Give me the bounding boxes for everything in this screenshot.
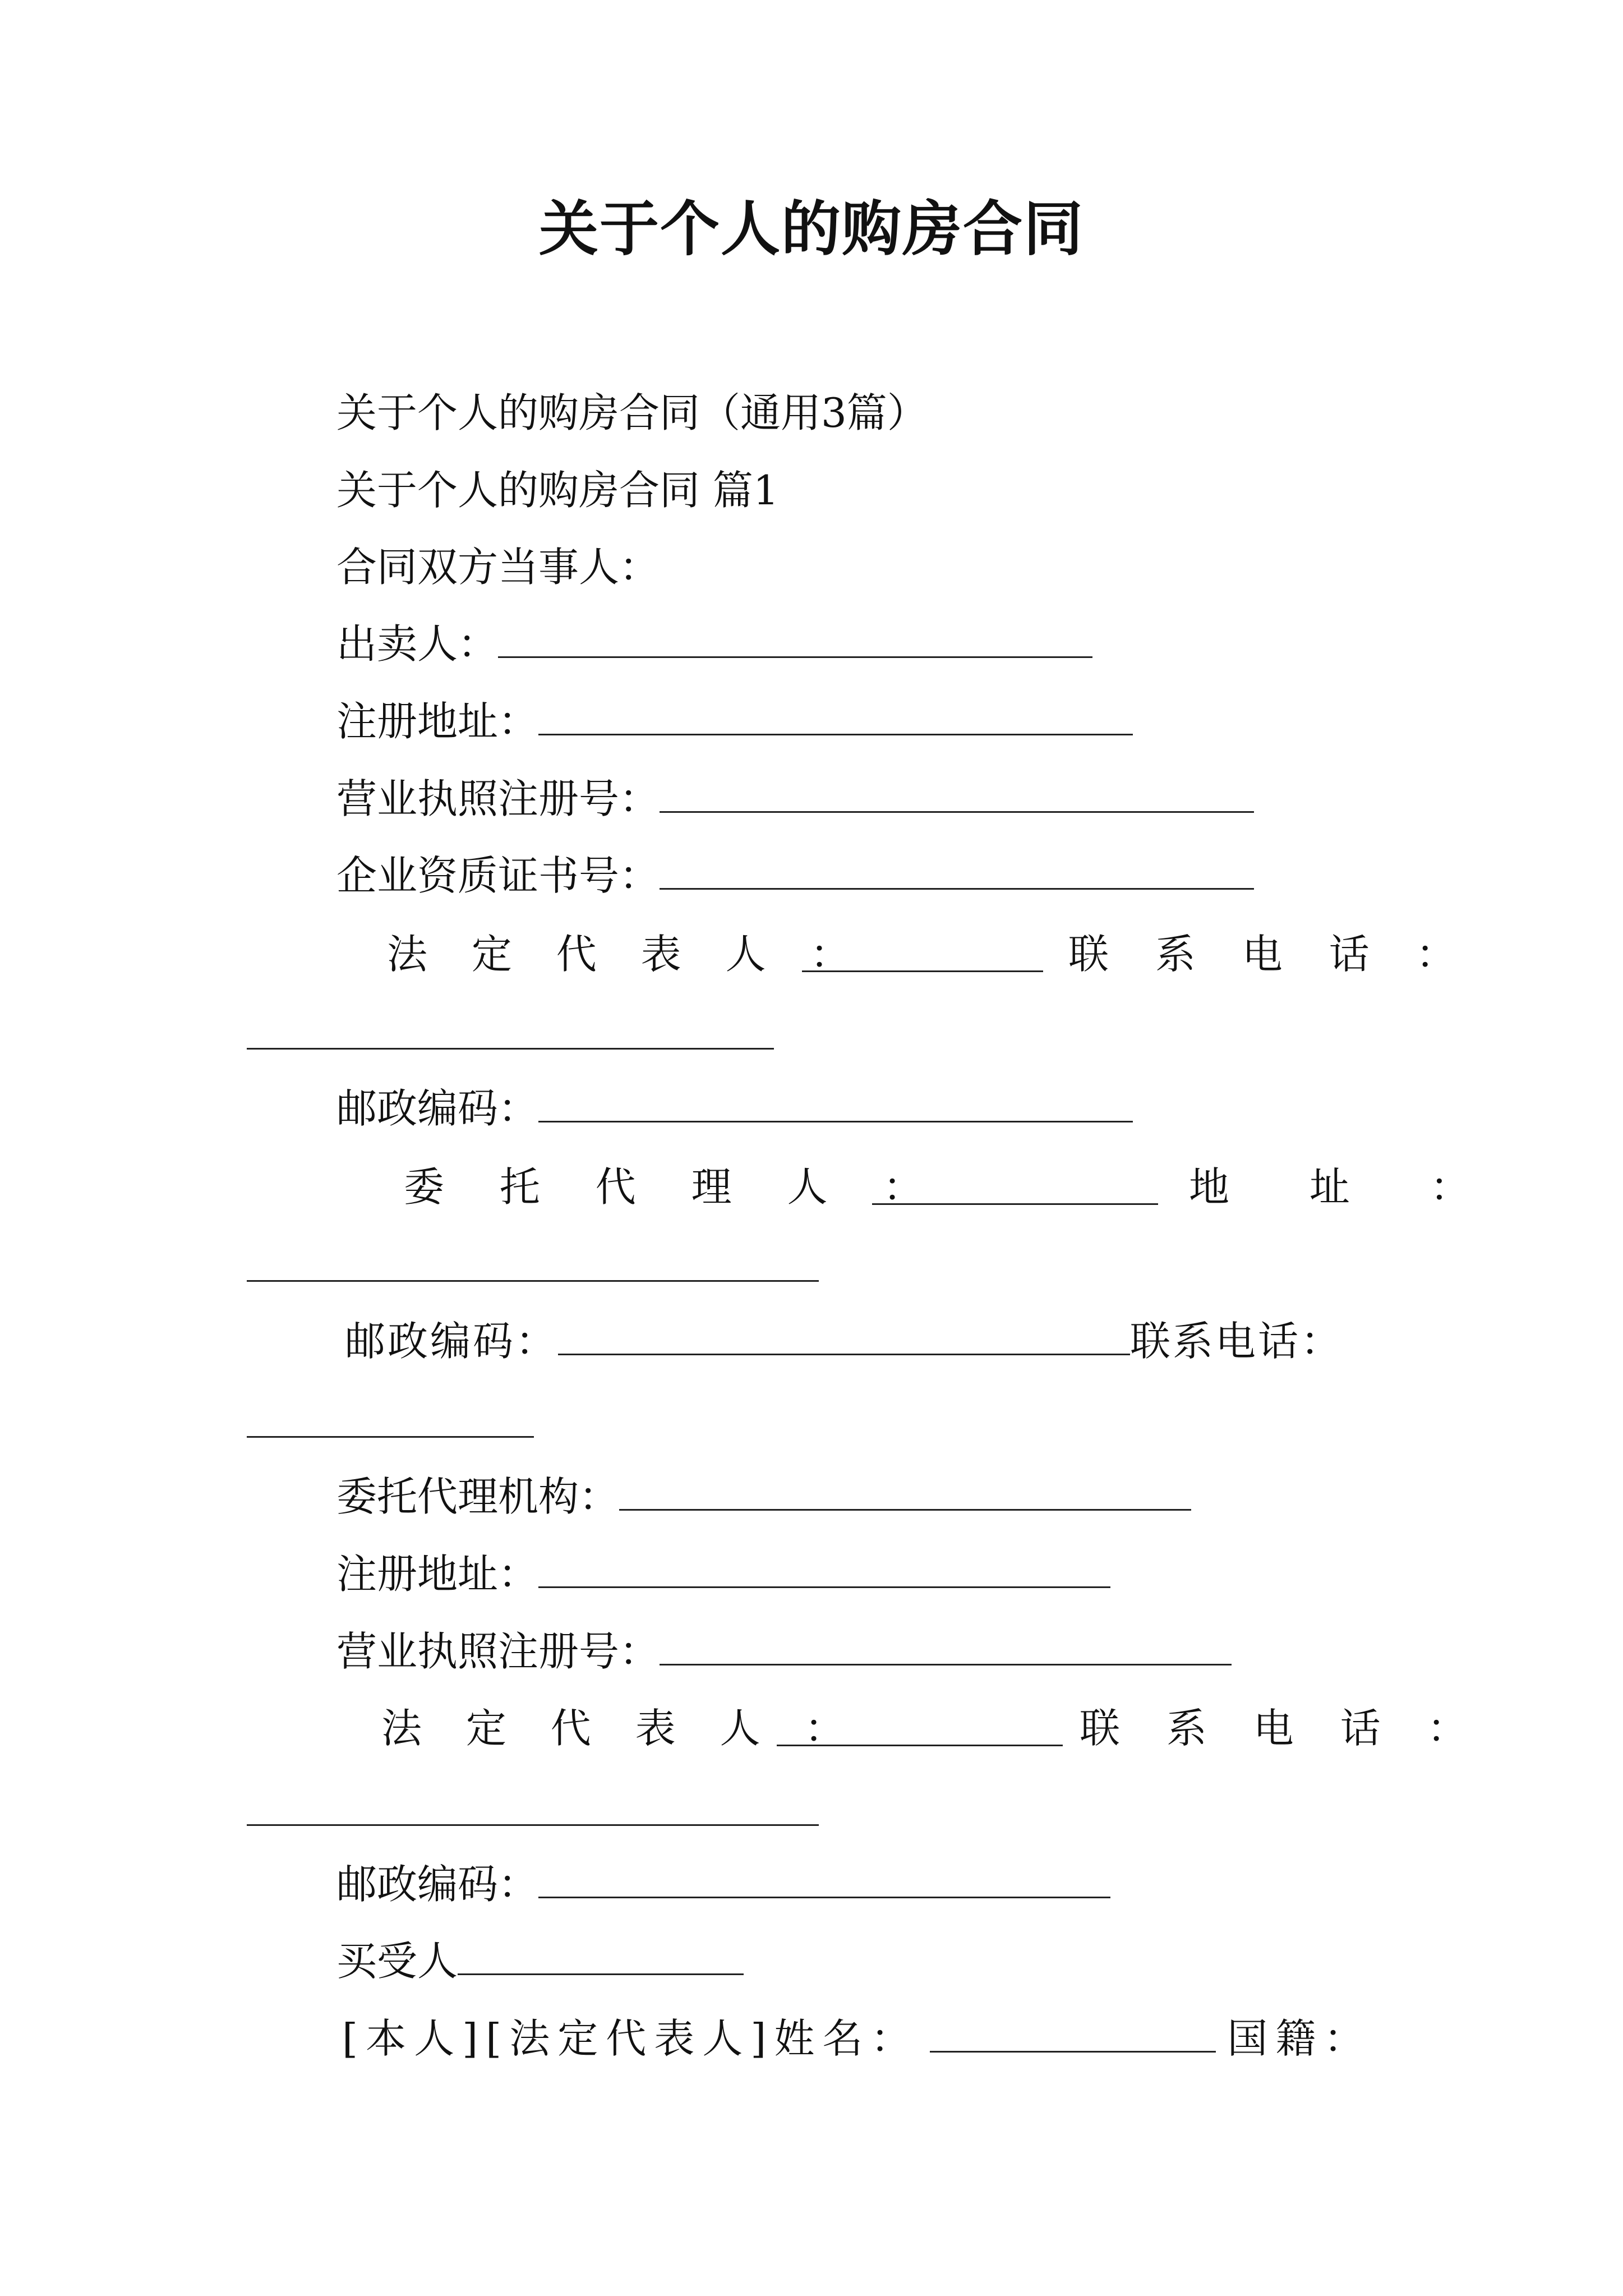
reg-address-label-2: 注册地址： <box>336 1550 539 1598</box>
qualification-no-row <box>336 852 1254 899</box>
agent-label: 委 托 代 理 人 ： <box>404 1163 945 1211</box>
postcode-blank-3[interactable] <box>538 1869 1110 1898</box>
reg-address-row-2 <box>336 1550 1110 1598</box>
section-heading: 关于个人的购房合同 篇1 <box>336 467 779 514</box>
qualification-no-blank[interactable] <box>660 860 1254 890</box>
reg-address-blank-2[interactable] <box>538 1558 1110 1588</box>
postcode-label-2: 邮政编码： <box>345 1318 559 1365</box>
postcode-phone-row <box>345 1318 1344 1365</box>
reg-address-label: 注册地址： <box>336 698 539 745</box>
license-no-row <box>336 775 1254 822</box>
postcode-row <box>336 1085 1133 1132</box>
legal-rep-blank[interactable] <box>802 970 1043 972</box>
legal-rep-label-2: 法 定 代 表 人 ： <box>381 1705 861 1752</box>
agency-label: 委托代理机构： <box>336 1473 620 1520</box>
legal-rep-blank-2[interactable] <box>777 1745 1063 1746</box>
phone-label: 联 系 电 话 ： <box>1068 931 1473 978</box>
reg-address-row <box>336 698 1133 745</box>
postcode-blank-2[interactable] <box>558 1326 1130 1355</box>
phone-label-3: 联 系 电 话 ： <box>1080 1705 1484 1752</box>
license-no-blank-2[interactable] <box>660 1636 1232 1665</box>
license-no-row-2 <box>336 1628 1232 1675</box>
document-title: 关于个人的购房合同 <box>539 194 1084 264</box>
postcode-label: 邮政编码： <box>336 1085 539 1132</box>
agency-blank[interactable] <box>619 1481 1191 1511</box>
buyer-name-row <box>342 2015 1372 2062</box>
address-label: 地 址 ： <box>1189 1163 1504 1211</box>
postcode-row-3 <box>336 1861 1110 1908</box>
license-no-label-2: 营业执照注册号： <box>336 1628 660 1675</box>
agent-blank[interactable] <box>872 1203 1158 1205</box>
address-blank[interactable] <box>247 1280 819 1282</box>
buyer-name-label: [本人][法定代表人]姓名： <box>342 2015 919 2062</box>
legal-rep-label: 法 定 代 表 人 ： <box>387 931 866 978</box>
buyer-name-blank[interactable] <box>930 2023 1216 2053</box>
buyer-blank[interactable] <box>458 1945 744 1975</box>
license-no-label: 营业执照注册号： <box>336 775 660 822</box>
phone-blank-2[interactable] <box>247 1436 534 1438</box>
license-no-blank[interactable] <box>660 783 1254 813</box>
postcode-blank[interactable] <box>538 1093 1133 1122</box>
seller-row <box>336 620 1092 668</box>
seller-blank[interactable] <box>498 628 1092 658</box>
buyer-row <box>336 1938 744 1985</box>
buyer-label: 买受人 <box>336 1938 458 1985</box>
qualification-no-label: 企业资质证书号： <box>336 852 660 899</box>
postcode-label-3: 邮政编码： <box>336 1861 539 1908</box>
nationality-label: 国籍： <box>1227 2015 1372 2062</box>
phone-label-2: 联系电话： <box>1130 1318 1344 1365</box>
reg-address-blank[interactable] <box>538 706 1133 735</box>
seller-label: 出卖人： <box>336 620 499 668</box>
phone-blank[interactable] <box>247 1048 774 1050</box>
document-subtitle: 关于个人的购房合同（通用3篇） <box>336 389 928 436</box>
parties-heading: 合同双方当事人： <box>336 544 660 591</box>
phone-blank-3[interactable] <box>247 1824 819 1826</box>
agency-row <box>336 1473 1191 1520</box>
